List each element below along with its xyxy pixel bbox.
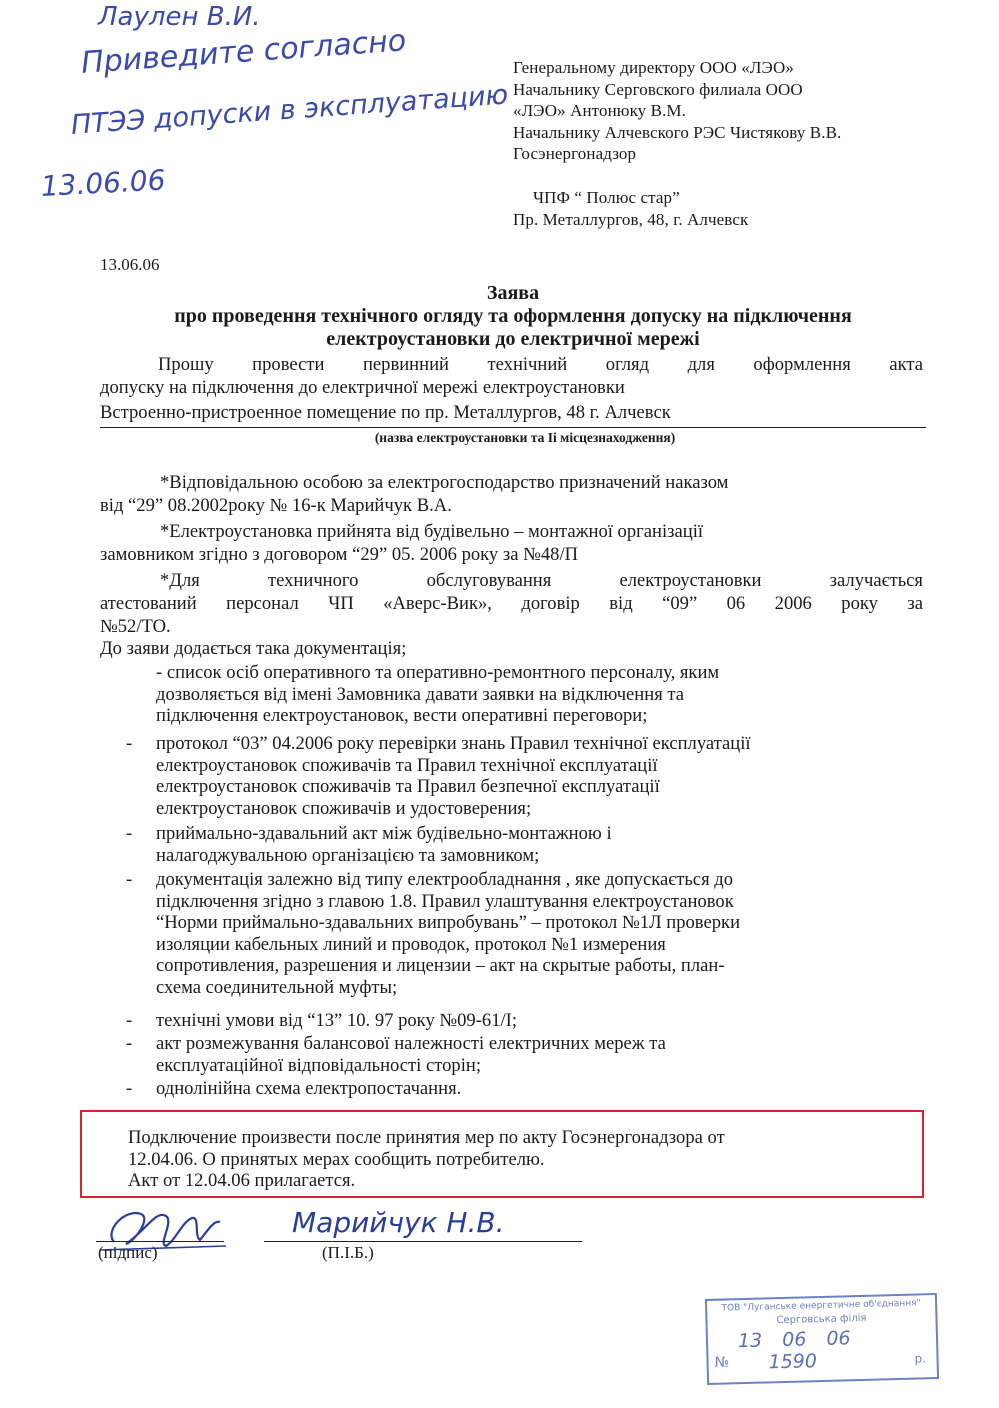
list-item-line: експлуатаційної відповідальності сторін; — [156, 1054, 482, 1076]
highlight-line2: 12.04.06. О принятых мерах сообщить потребителю. — [128, 1148, 545, 1170]
stamp-org: ТОВ "Луганське енергетичне об'єднання" — [721, 1298, 921, 1314]
list-item-line: сопротивления, разрешения и лицензии – акт на скрытые работы, план- — [156, 955, 725, 976]
stamp-number: 1590 — [768, 1350, 818, 1374]
list-dash: - — [126, 1078, 133, 1099]
signature-label: (підпис) — [98, 1243, 158, 1262]
note3-line1: *Для техничного обслуговування електроустановки залучається — [160, 570, 923, 591]
stamp-date: 13 06 06 — [737, 1327, 851, 1353]
list-item-line: дозволяється від імені Замовника давати заявки на відключення та — [156, 683, 685, 705]
list-item-line: - список осіб оперативного та оперативно-ремонтного персоналу, яким — [156, 662, 720, 683]
name-line — [264, 1241, 582, 1242]
list-item-line: електроустановок споживачів та Правил технічної експлуатації — [156, 754, 658, 776]
list-dash: - — [126, 1033, 133, 1054]
handwritten-date: 13.06.06 — [40, 163, 167, 203]
list-item-line: схема соединительной муфты; — [156, 976, 398, 998]
recipient-line: Начальнику Алчевского РЭС Чистякову В.В. — [513, 122, 842, 142]
note1-line1: *Відповідальною особою за електрогосподарство призначений наказом — [160, 472, 729, 493]
intro-line1: Прошу провести первинний технічний огляд для оформлення акта — [158, 354, 923, 375]
note2-line1: *Електроустановка прийнята від будівельно – монтажної організації — [160, 521, 704, 542]
list-item-line: приймально-здавальний акт між будівельно-монтажною і — [156, 823, 612, 844]
handwritten-signer-name: Марийчук Н.В. — [292, 1206, 505, 1239]
list-dash: - — [126, 823, 133, 844]
note3-line2: атестований персонал ЧП «Аверс-Вик», договір від “09” 06 2006 року за — [100, 593, 923, 614]
list-item-line: протокол “03” 04.2006 року перевірки знань Правил технічної експлуатації — [156, 733, 751, 754]
title-line1: Заява — [486, 282, 540, 304]
list-dash: - — [126, 869, 133, 890]
document-title — [100, 282, 926, 351]
list-item-line: підключення згідно з главою 1.8. Правил улаштування електроустановок — [156, 890, 734, 912]
list-item-line: изоляции кабельных линий и проводок, протокол №1 измерения — [156, 933, 666, 955]
sender-address: Пр. Металлургов, 48, г. Алчевск — [513, 209, 749, 229]
stamp-suffix: р. — [914, 1351, 927, 1366]
list-item-line: документація залежно від типу електрообладнання , яке допускається до — [156, 869, 734, 890]
list-item-line: електроустановок споживачів та Правил безпечної експлуатації — [156, 776, 660, 797]
note2-line2: замовником згідно з договором “29” 05. 2006 року за №48/П — [100, 544, 579, 565]
recipient-line: «ЛЭО» Антонюку В.М. — [513, 101, 686, 120]
title-line2: про проведення технічного огляду та оформлення допуску на підключення — [174, 305, 852, 327]
list-item-line: підключення електроустановок, вести оперативні переговори; — [156, 705, 648, 726]
list-item-line: налагоджувальною організацією та замовником; — [156, 844, 540, 866]
documents-heading: До заяви додається така документація; — [100, 638, 407, 659]
list-item-line: “Норми приймально-здавальних випробувань” – протокол №1Л проверки — [156, 912, 741, 933]
stamp-branch: Серговська філія — [776, 1312, 867, 1327]
list-item-line: технічні умови від “13” 10. 97 року №09-61/І; — [156, 1010, 518, 1031]
highlight-line1: Подключение произвести после принятия мер по акту Госэнергонадзора от — [128, 1127, 725, 1148]
signature-line — [96, 1241, 224, 1242]
list-item-line: акт розмежування балансової належності електричних мереж та — [156, 1033, 666, 1054]
list-dash: - — [126, 1010, 133, 1031]
sender-block — [513, 187, 953, 230]
handwritten-name: Лаулен В.И. — [98, 2, 261, 32]
recipients-block — [513, 57, 953, 165]
sender-name: ЧПФ “ Полюс стар” — [533, 188, 680, 207]
title-line3: електроустановки до електричної мережі — [326, 328, 700, 350]
stamp-number-prefix: № — [714, 1354, 730, 1371]
intro-line2: допуску на підключення до електричної мережі електроустановки — [100, 377, 625, 398]
registration-stamp — [705, 1293, 939, 1385]
recipient-line: Начальнику Серговского филиала ООО — [513, 79, 803, 99]
name-label: (П.І.Б.) — [322, 1243, 374, 1262]
list-item-line: електроустановок споживачів и удостоверения; — [156, 797, 532, 819]
recipient-line: Госэнергонадзор — [513, 144, 637, 163]
installation-caption: (назва електроустановки та Іі місцезнаходження) — [374, 430, 676, 445]
highlight-line3: Акт от 12.04.06 прилагается. — [128, 1170, 356, 1191]
handwritten-resolution-line2: ПТЭЭ допуски в эксплуатацию — [70, 79, 510, 141]
highlight-text — [128, 1127, 908, 1192]
note3-line3: №52/ТО. — [100, 616, 171, 637]
note1-line2: від “29” 08.2002року № 16-к Марийчук В.А. — [100, 495, 452, 516]
handwritten-resolution-line1: Приведите согласно — [80, 23, 408, 81]
recipient-line: Генеральному директору ООО «ЛЭО» — [513, 58, 795, 77]
list-dash: - — [126, 733, 133, 754]
document-date: 13.06.06 — [100, 255, 160, 274]
installation-underline — [100, 427, 926, 428]
list-item-line: однолінійна схема електропостачання. — [156, 1078, 462, 1099]
installation-name: Встроенно-пристроенное помещение по пр. Металлургов, 48 г. Алчевск — [100, 402, 671, 423]
